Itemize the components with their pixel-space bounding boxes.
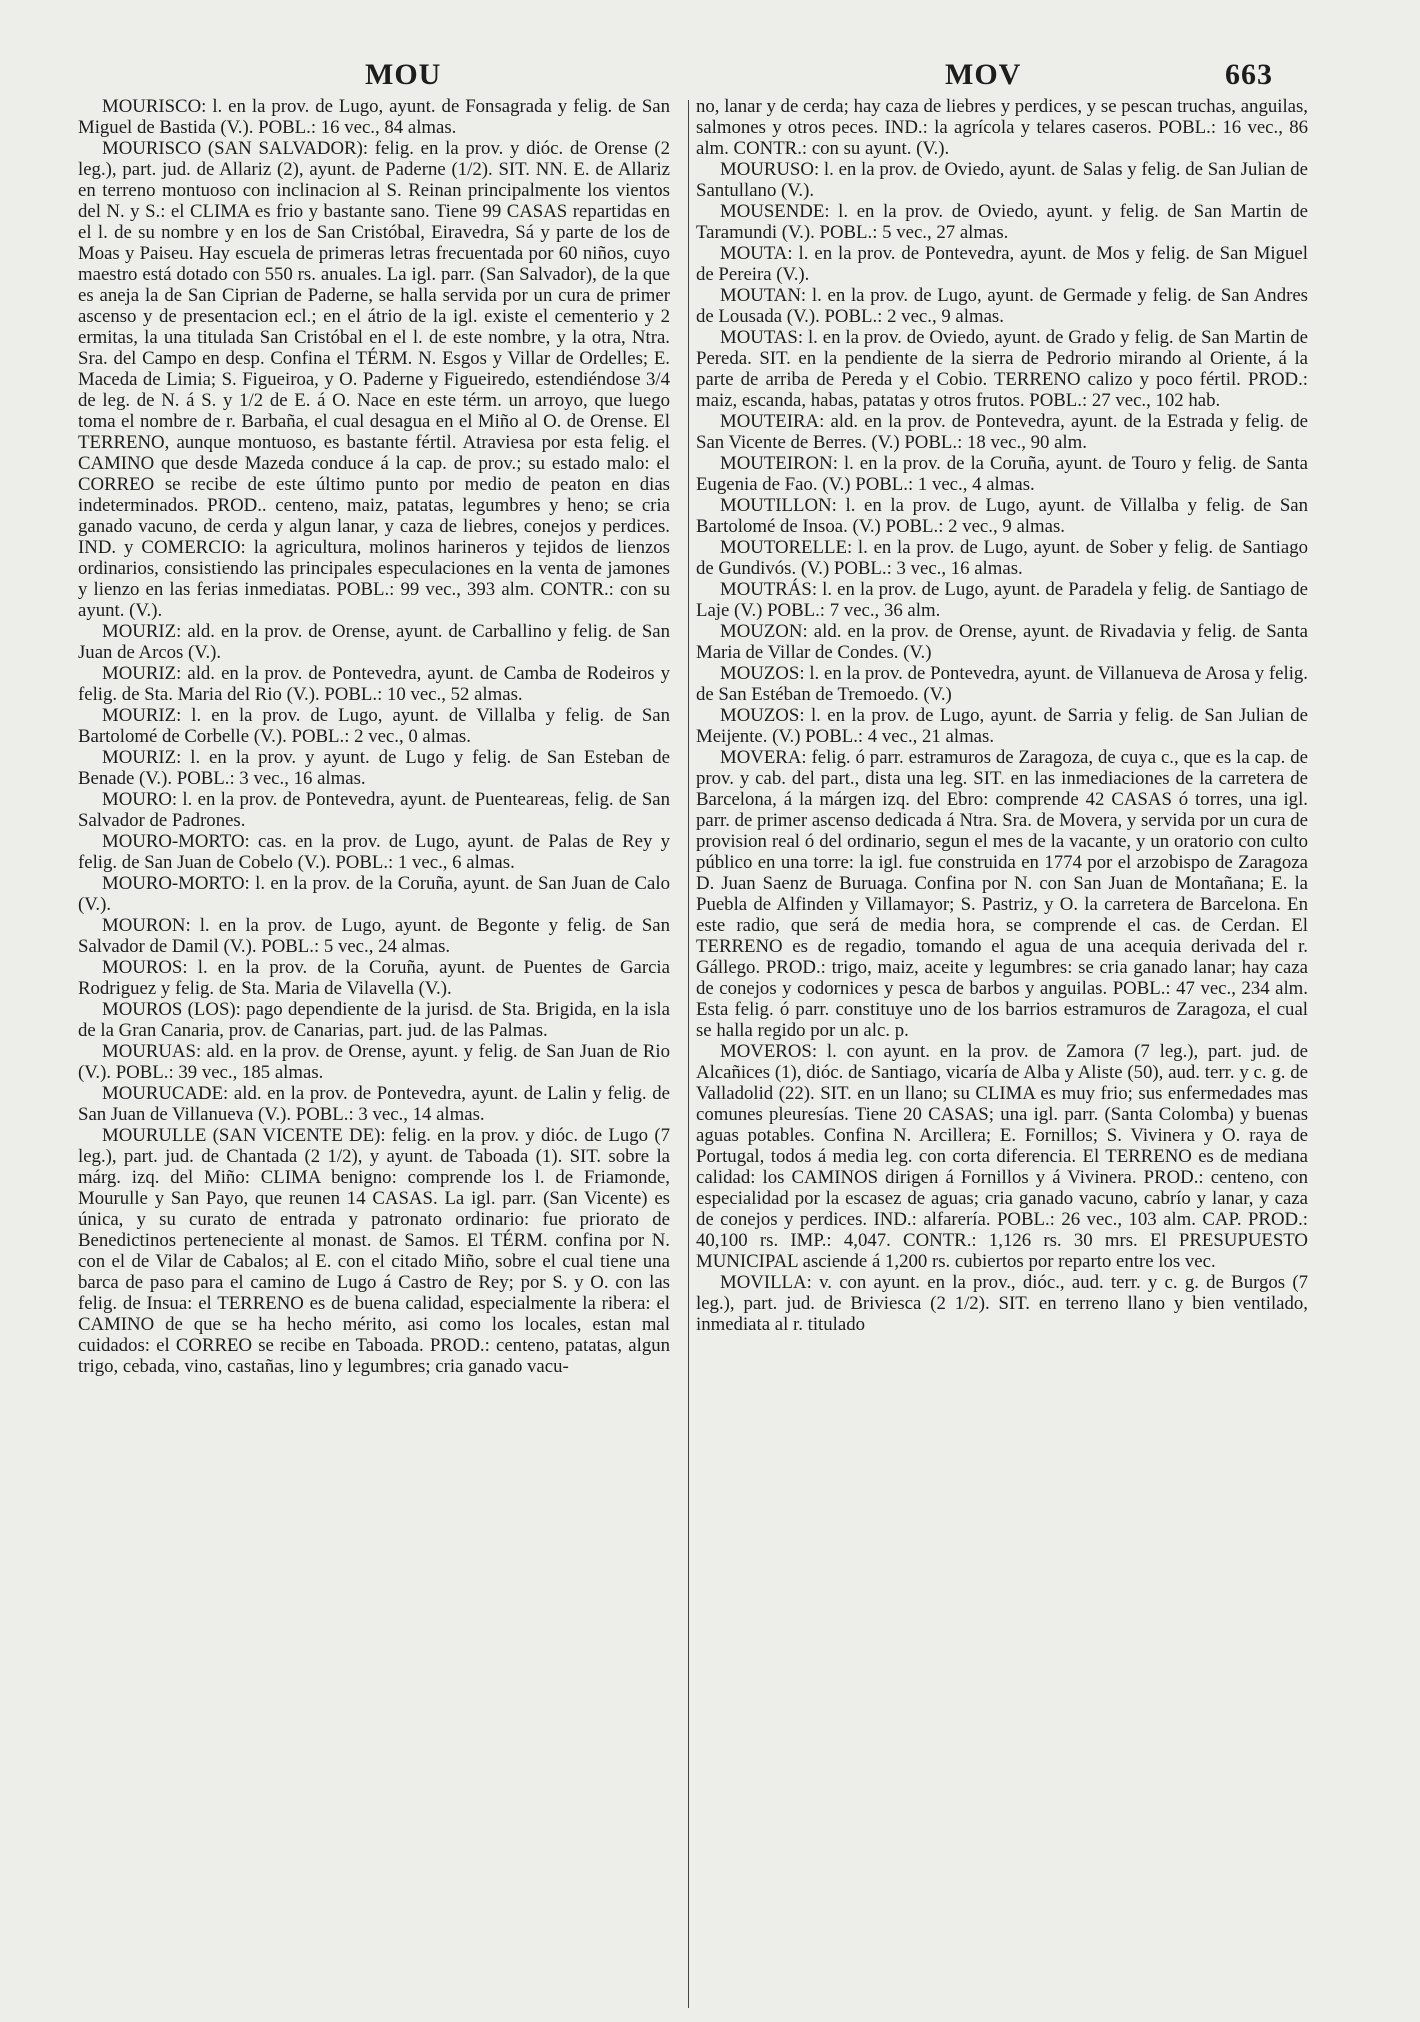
entry-headword: MOURIZ [102, 747, 177, 768]
dictionary-entry [696, 537, 1308, 579]
dictionary-entry [78, 831, 670, 873]
dictionary-entry [696, 243, 1308, 285]
running-header-center: MOV [945, 58, 1022, 91]
entry-text: : l. en la prov. de Lugo, ayunt. de Germade y felig. de San Andres de Lousada (V.). POBL.: 2 vec., 9 almas. [696, 285, 1308, 327]
entry-text: : ald. en la prov. de Orense, ayunt. de Carballino y felig. de San Juan de Arcos (V.). [78, 621, 670, 663]
dictionary-entry [78, 705, 670, 747]
entry-headword: MOUTRÁS [720, 579, 812, 600]
entry-text: : ald. en la prov. de Pontevedra, ayunt. de la Estrada y felig. de San Vicente de Berres. (V.) POBL.: 18 vec., 90 alm. [696, 411, 1308, 453]
entry-text: no, lanar y de cerda; hay caza de liebres y perdices, y se pescan truchas, anguilas, salmones y otros peces. IND.: la agrícola y telares caseros. POBL.: 16 vec., 86 alm. CONTR.: con su ayunt. (V.). [696, 96, 1308, 159]
entry-headword: MOUROS [102, 999, 183, 1020]
entry-headword: MOVEROS [720, 1041, 812, 1062]
column-divider [688, 100, 689, 2008]
left-column [78, 96, 670, 1377]
entry-text: : l. en la prov. de Lugo, ayunt. de Begonte y felig. de San Salvador de Damil (V.). POBL.: 5 vec., 24 almas. [78, 915, 670, 957]
entry-headword: MOUTAN [720, 285, 801, 306]
entry-headword: MOURIZ [102, 621, 177, 642]
entry-headword: MOUTORELLE [720, 537, 847, 558]
dictionary-entry [78, 663, 670, 705]
entry-headword: MOUZOS [720, 705, 800, 726]
dictionary-entry [78, 1125, 670, 1377]
entry-text: (SAN VICENTE DE): felig. en la prov. y dióc. de Lugo (7 leg.), part. jud. de Chantada (2 1/2), y ayunt. de Taboada (1). SIT. sobre la márg. izq. del Miño: CLIMA benigno: comprende los l. de Friamonde, Mourulle y San Payo, que reunen 14 CASAS. La igl. parr. (San Vicente) es única, y su curato de entrada y patronato ordinario: fue priorato de Benedictinos perteneciente al monast. de Samos. El TÉRM. confina por N. con el de Vilar de Cabalos; al E. con el citado Miño, sobre el cual tiene una barca de paso para el camino de Lugo á Castro de Rey; por S. y O. con las felig. de Insua: el TERRENO es de buena calidad, especialmente la ribera: el CAMINO de que se ha hecho mérito, asi como los locales, estan mal cuidados: el CORREO se recibe en Taboada. PROD.: centeno, patatas, algun trigo, cebada, vino, castañas, lino y legumbres; cria ganado vacu- [78, 1125, 670, 1377]
page-number: 663 [1225, 58, 1273, 91]
entry-text: : l. en la prov. de Lugo, ayunt. de Sarria y felig. de San Julian de Meijente. (V.) POBL.: 4 vec., 21 almas. [696, 705, 1308, 747]
entry-headword: MOURISCO [102, 138, 202, 159]
entry-headword: MOURIZ [102, 663, 177, 684]
dictionary-entry [78, 957, 670, 999]
entry-text: : l. con ayunt. en la prov. de Zamora (7 leg.), part. jud. de Alcañices (1), dióc. de Santiago, vicaría de Alba y Aliste (50), aud. terr. y c. g. de Valladolid (22). SIT. en un llano; su CLIMA es muy frio; sus enfermedades mas comunes pleuresías. Tiene 20 CASAS; una igl. parr. (Santa Colomba) y buenas aguas potables. Confina N. Arcillera; E. Fornillos; S. Vivinera y O. raya de Portugal, todos á media leg. con corta diferencia. El TERRENO es de mediana calidad: los CAMINOS dirigen á Fornillos y á Vivinera. PROD.: centeno, con especialidad por la escasez de aguas; cria ganado vacuno, cabrío y lanar, y caza de conejos y perdices. IND.: alfarería. POBL.: 26 vec., 103 alm. CAP. PROD.: 40,100 rs. IMP.: 4,047. CONTR.: 1,126 rs. 30 mrs. El PRESUPUESTO MUNICIPAL asciende á 1,200 rs. cubiertos por reparto entre los vec. [696, 1041, 1308, 1272]
dictionary-entry [696, 453, 1308, 495]
entry-headword: MOVERA [720, 747, 802, 768]
dictionary-entry [78, 789, 670, 831]
entry-text: (LOS): pago dependiente de la jurisd. de Sta. Brigida, en la isla de la Gran Canaria, prov. de Canarias, part. jud. de las Palmas. [78, 999, 670, 1041]
entry-headword: MOUZOS [720, 663, 800, 684]
entry-text: : l. en la prov. de la Coruña, ayunt. de Puentes de Garcia Rodriguez y felig. de Sta. Maria de Vilavella (V.). [78, 957, 670, 999]
dictionary-entry [696, 411, 1308, 453]
dictionary-entry [696, 96, 1308, 159]
entry-text: : l. en la prov. de Pontevedra, ayunt. de Puenteareas, felig. de San Salvador de Padrones. [78, 789, 670, 831]
dictionary-entry [78, 915, 670, 957]
entry-text: : ald. en la prov. de Pontevedra, ayunt. de Camba de Rodeiros y felig. de Sta. Maria del Rio (V.). POBL.: 10 vec., 52 almas. [78, 663, 670, 705]
dictionary-entry [78, 1041, 670, 1083]
dictionary-entry [696, 705, 1308, 747]
entry-text: : l. en la prov. de Lugo, ayunt. de Fonsagrada y felig. de San Miguel de Bastida (V.). POBL.: 16 vec., 84 almas. [78, 96, 670, 138]
dictionary-entry [696, 285, 1308, 327]
entry-headword: MOURUAS [102, 1041, 196, 1062]
dictionary-entry [78, 747, 670, 789]
entry-headword: MOUTILLON [720, 495, 832, 516]
entry-text: : v. con ayunt. en la prov., dióc., aud. terr. y c. g. de Burgos (7 leg.), part. jud. de Briviesca (2 1/2). SIT. en terreno llano y bien ventilado, inmediata al r. titulado [696, 1272, 1308, 1335]
entry-text: : l. en la prov. de Oviedo, ayunt. y felig. de San Martin de Taramundi (V.). POBL.: 5 vec., 27 almas. [696, 201, 1308, 243]
entry-headword: MOURO-MORTO [102, 873, 245, 894]
dictionary-entry [696, 495, 1308, 537]
dictionary-entry [78, 621, 670, 663]
dictionary-entry [696, 1041, 1308, 1272]
entry-headword: MOURO [102, 789, 172, 810]
entry-text: : l. en la prov. de Pontevedra, ayunt. de Villanueva de Arosa y felig. de San Estéban de Tremoedo. (V.) [696, 663, 1308, 705]
entry-text: (SAN SALVADOR): felig. en la prov. y dióc. de Orense (2 leg.), part. jud. de Allariz (2), ayunt. de Paderne (1/2). SIT. NN. E. de Allariz en terreno montuoso con inclinacion al S. Reinan principalmente los vientos del N. y S.: el CLIMA es frio y bastante sano. Tiene 99 CASAS repartidas en el l. de su nombre y en los de San Cristóbal, Eiravedra, Sá y parte de los de Moas y Paiseu. Hay escuela de primeras letras frecuentada por 60 niños, cuyo maestro está dotado con 550 rs. anuales. La igl. parr. (San Salvador), de la que es aneja la de San Ciprian de Paderne, se halla servida por un cura de primer ascenso y de presentacion ecl.; en el átrio de la igl. existe el cementerio y 2 ermitas, la una titulada San Cristóbal en el l. de este nombre, y la otra, Ntra. Sra. del Campo en desp. Confina el TÉRM. N. Esgos y Villar de Ordelles; E. Maceda de Limia; S. Figueiroa, y O. Paderne y Figueiredo, estendiéndose 3/4 de leg. de N. á S. y 1/2 de E. á O. Nace en este térm. un arroyo, que luego toma el nombre de r. Barbaña, el cual desagua en el Miño al O. de Orense. El TERRENO, aunque montuoso, es bastante fértil. Atraviesa por esta felig. el CAMINO que desde Mazeda conduce á la cap. de prov.; su estado malo: el CORREO se recibe de este último punto por medio de peaton en dias indeterminados. PROD.. centeno, maiz, patatas, legumbres y heno; se cria ganado vacuno, de cerda y algun lanar, y caza de liebres, conejos y perdices. IND. y COMERCIO: la agricultura, molinos harineros y tejidos de lienzos ordinarios, consistiendo las principales especulaciones en la venta de jamones y lienzo en las ferias inmediatas. POBL.: 99 vec., 393 alm. CONTR.: con su ayunt. (V.). [78, 138, 670, 621]
dictionary-entry [78, 999, 670, 1041]
dictionary-entry [696, 663, 1308, 705]
entry-text: : ald. en la prov. de Orense, ayunt. y felig. de San Juan de Rio (V.). POBL.: 39 vec., 185 almas. [78, 1041, 670, 1083]
entry-headword: MOUZON [720, 621, 803, 642]
entry-text: : felig. ó parr. estramuros de Zaragoza, de cuya c., que es la cap. de prov. y cab. del part., dista una leg. SIT. en las inmediaciones de la carretera de Barcelona, á la márgen izq. del Ebro: comprende 42 CASAS ó torres, una igl. parr. de primer ascenso dedicada á Ntra. Sra. de Movera, y servida por un cura de provision real ó del ordinario, segun el mes de la vacante, y un oratorio con culto público en una torre: la igl. fue construida en 1774 por el arzobispo de Zaragoza D. Juan Saenz de Buruaga. Confina por N. con San Juan de Montañana; E. la Puebla de Alfinden y Villamayor; S. Pastriz, y O. la carretera de Barcelona. En este radio, que será de media hora, se comprende el cas. de Cerdan. El TERRENO es de regadio, tomando el agua de una acequia derivada del r. Gállego. PROD.: trigo, maiz, aceite y legumbres: se cria ganado lanar; hay caza de conejos y codornices y pesca de barbos y anguilas. POBL.: 47 vec., 234 alm. Esta felig. ó parr. constituye uno de los barrios estramuros de Zaragoza, el cual se halla regido por un alc. p. [696, 747, 1308, 1041]
entry-text: : ald. en la prov. de Orense, ayunt. de Rivadavia y felig. de Santa Maria de Villar de Condes. (V.) [696, 621, 1308, 663]
entry-text: : l. en la prov. de la Coruña, ayunt. de Touro y felig. de Santa Eugenia de Fao. (V.) POBL.: 1 vec., 4 almas. [696, 453, 1308, 495]
entry-headword: MOURULLE [102, 1125, 207, 1146]
dictionary-entry [78, 873, 670, 915]
dictionary-entry [696, 579, 1308, 621]
entry-text: : l. en la prov. de Lugo, ayunt. de Sober y felig. de Santiago de Gundivós. (V.) POBL.: 3 vec., 16 almas. [696, 537, 1308, 579]
entry-headword: MOURUCADE [102, 1083, 224, 1104]
entry-headword: MOUTEIRON [720, 453, 833, 474]
entry-headword: MOURIZ [102, 705, 177, 726]
dictionary-entry [696, 201, 1308, 243]
entry-text: : l. en la prov. de Pontevedra, ayunt. de Mos y felig. de San Miguel de Pereira (V.). [696, 243, 1308, 285]
entry-headword: MOUTAS [720, 327, 798, 348]
dictionary-entry [696, 747, 1308, 1041]
entry-text: : l. en la prov. de Oviedo, ayunt. de Grado y felig. de San Martin de Pereda. SIT. en la pendiente de la sierra de Pedrorio mirando al Oriente, á la parte de arriba de Pereda y el Cobio. TERRENO calizo y poco fértil. PROD.: maiz, escanda, habas, patatas y otros frutos. POBL.: 27 vec., 102 hab. [696, 327, 1308, 411]
dictionary-entry [78, 138, 670, 621]
running-header-left: MOU [365, 58, 442, 91]
dictionary-entry [696, 159, 1308, 201]
entry-text: : l. en la prov. de Lugo, ayunt. de Villalba y felig. de San Bartolomé de Insoa. (V.) POBL.: 2 vec., 9 almas. [696, 495, 1308, 537]
dictionary-entry [696, 327, 1308, 411]
right-column [696, 96, 1308, 1335]
dictionary-entry [78, 96, 670, 138]
entry-text: : cas. en la prov. de Lugo, ayunt. de Palas de Rey y felig. de San Juan de Cobelo (V.). POBL.: 1 vec., 6 almas. [78, 831, 670, 873]
entry-text: : l. en la prov. de Oviedo, ayunt. de Salas y felig. de San Julian de Santullano (V.). [696, 159, 1308, 201]
dictionary-entry [78, 1083, 670, 1125]
entry-text: : l. en la prov. de la Coruña, ayunt. de San Juan de Calo (V.). [78, 873, 670, 915]
entry-headword: MOUTEIRA [720, 411, 820, 432]
entry-headword: MOURUSO [720, 159, 814, 180]
entry-text: : l. en la prov. de Lugo, ayunt. de Villalba y felig. de San Bartolomé de Corbelle (V.). POBL.: 2 vec., 0 almas. [78, 705, 670, 747]
entry-text: : ald. en la prov. de Pontevedra, ayunt. de Lalin y felig. de San Juan de Villanueva (V.). POBL.: 3 vec., 14 almas. [78, 1083, 670, 1125]
entry-headword: MOURON [102, 915, 186, 936]
entry-text: : l. en la prov. de Lugo, ayunt. de Paradela y felig. de Santiago de Laje (V.) POBL.: 7 vec., 36 alm. [696, 579, 1308, 621]
entry-text: : l. en la prov. y ayunt. de Lugo y felig. de San Esteban de Benade (V.). POBL.: 3 vec., 16 almas. [78, 747, 670, 789]
entry-headword: MOURISCO [102, 96, 202, 117]
dictionary-entry [696, 621, 1308, 663]
entry-headword: MOUSENDE [720, 201, 825, 222]
entry-headword: MOUROS [102, 957, 183, 978]
entry-headword: MOVILLA [720, 1272, 807, 1293]
entry-headword: MOURO-MORTO [102, 831, 245, 852]
entry-headword: MOUTA [720, 243, 788, 264]
dictionary-entry [696, 1272, 1308, 1335]
